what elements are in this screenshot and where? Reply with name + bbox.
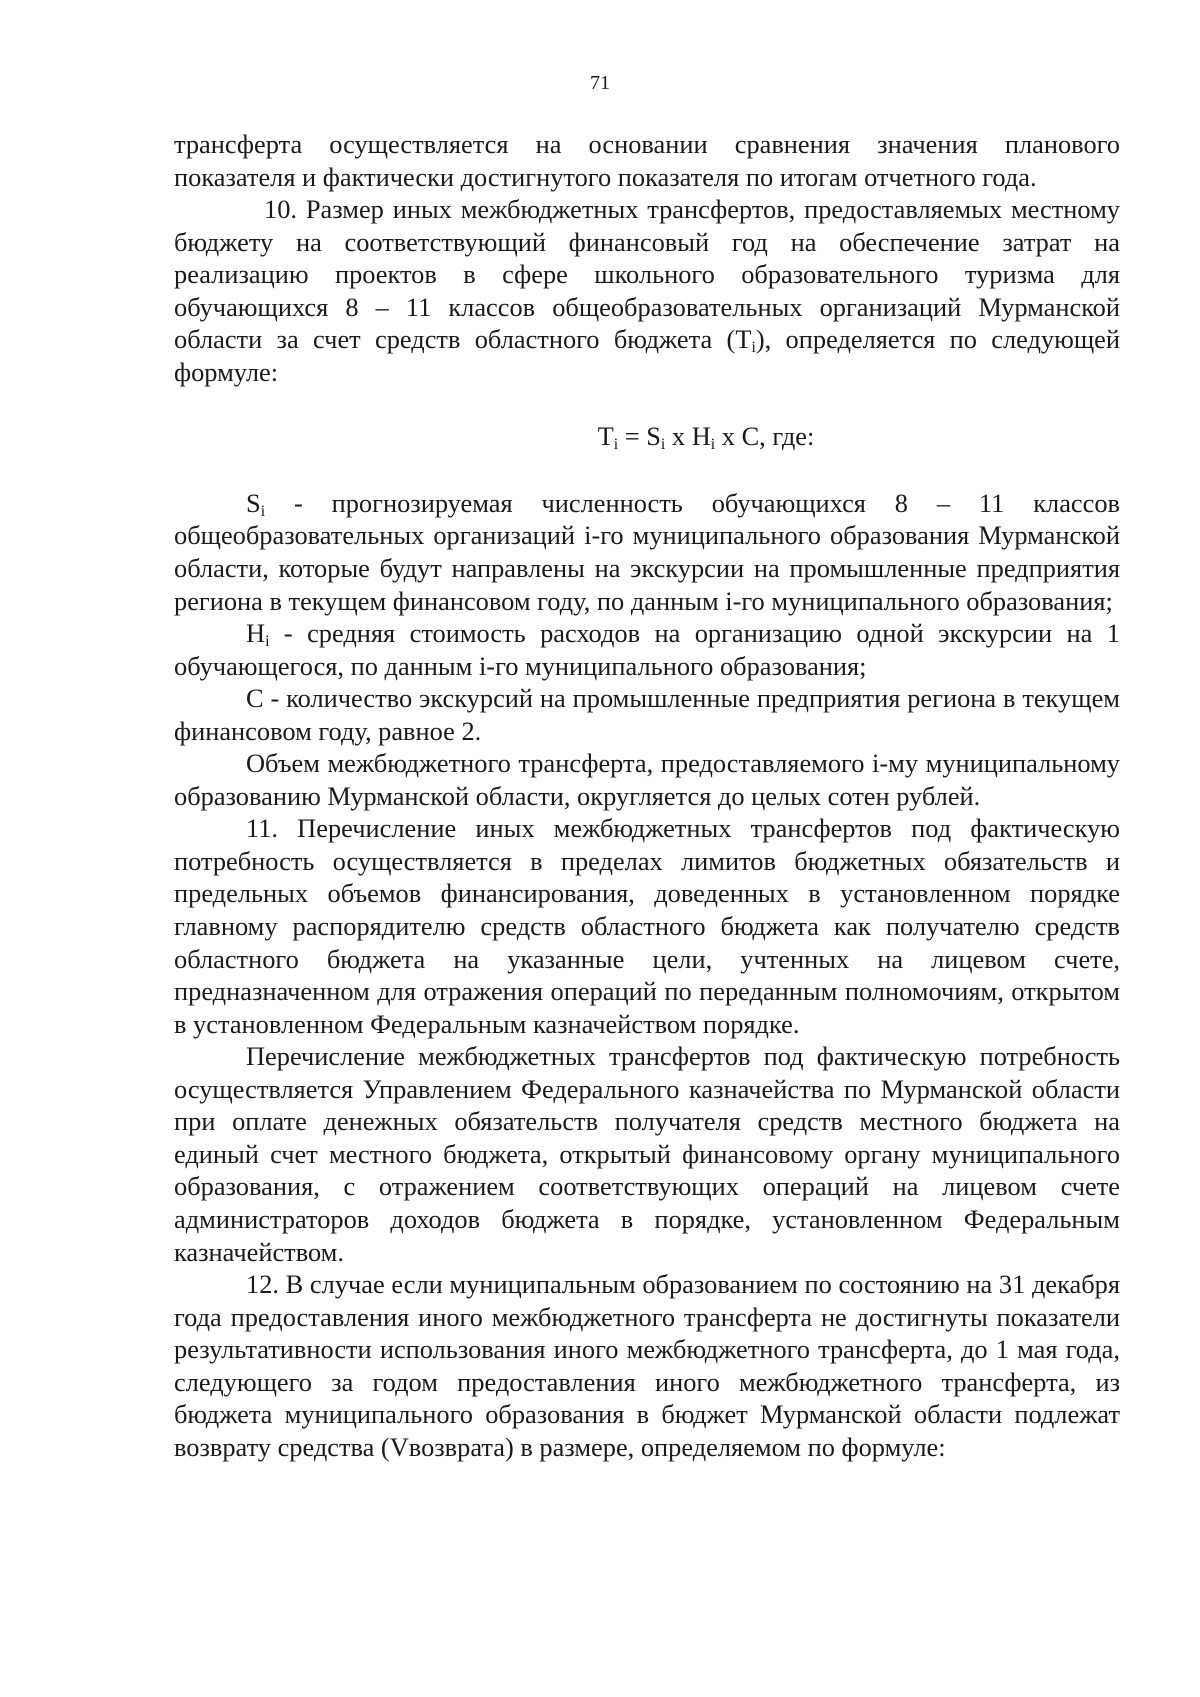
document-body (174, 128, 1120, 1463)
paragraph-continuation: трансферта осуществляется на основании сравнения значения планового показателя и фактически достигнутого показателя по итогам отчетного года. (174, 129, 1120, 192)
paragraph-10-text-end: ), определяется по следующей формуле: (174, 324, 1121, 387)
definition-hi-symbol: H (246, 618, 266, 649)
formula-t-sub: i (613, 436, 619, 454)
paragraph-11: 11. Перечисление иных межбюджетных трансфертов под фактическую потребность осуществляется в пределах лимитов бюджетных обязательств и предельных объемов финансирования, доведенных в установленном порядке главному распорядителю средств областного бюджета как получателю средств областного бюджета на указанные цели, учтенных на лицевом счете, предназначенном для отражения операций по переданным полномочиям, открытом в установленном Федеральным казначейством порядке. (174, 813, 1120, 1039)
paragraph-volume: Объем межбюджетного трансферта, предоставляемого i-му муниципальному образованию Мурманской области, округляется до целых сотен рублей. (174, 748, 1120, 811)
formula-s: = S (618, 421, 661, 452)
formula-ti (174, 420, 1120, 453)
definition-hi-subscript: i (265, 633, 270, 651)
formula-t: T (597, 421, 614, 452)
formula-tail: х C, где: (715, 421, 815, 452)
formula-s-sub: i (660, 436, 666, 454)
paragraph-10-text: 10. Размер иных межбюджетных трансфертов, предоставляемых местному бюджету на соответствующий финансовый год на обеспечение затрат на реализацию проектов в сфере школьного образовательного туризма для обучающихся 8 – 11 классов общеобразовательных организаций Мурманской области за счет средств областного бюджета (T (174, 194, 1120, 355)
definition-si-text: - прогнозируемая численность обучающихся 8 – 11 классов общеобразовательных организаций i-го муниципального образования Мурманской области, которые будут направлены на экскурсии на промышленные предприятия региона в текущем финансовом году, по данным i-го муниципального образования; (174, 487, 1120, 616)
definition-hi (174, 617, 1120, 682)
paragraph-12: 12. В случае если муниципальным образованием по состоянию на 31 декабря года предоставления иного межбюджетного трансферта не достигнуты показатели результативности использования иного межбюджетного трансферта, до 1 мая года, следующего за годом предоставления иного межбюджетного трансферта, из бюджета муниципального образования в бюджет Мурманской области подлежат возврату средства (Vвозврата) в размере, определяемом по формуле: (174, 1269, 1120, 1462)
page-number: 71 (590, 72, 610, 94)
formula-h-sub: i (710, 436, 716, 454)
paragraph-10-subscript: i (751, 339, 756, 357)
definition-c: C - количество экскурсий на промышленные предприятия региона в текущем финансовом году, равное 2. (174, 683, 1120, 746)
formula-h: х H (665, 421, 711, 452)
definition-si-symbol: S (246, 487, 261, 518)
definition-hi-text: - средняя стоимость расходов на организацию одной экскурсии на 1 обучающегося, по данным i-го муниципального образования; (174, 618, 1120, 681)
definition-si (174, 487, 1120, 617)
paragraph-transfer: Перечисление межбюджетных трансфертов под фактическую потребность осуществляется Управлением Федерального казначейства по Мурманской области при оплате денежных обязательств получателя средств местного бюджета на единый счет местного бюджета, открытый финансовому органу муниципального образования, с отражением соответствующих операций на лицевом счете администраторов доходов бюджета в порядке, установленном Федеральным казначейством. (174, 1041, 1120, 1267)
paragraph-10 (174, 193, 1120, 388)
definition-si-subscript: i (260, 502, 266, 520)
